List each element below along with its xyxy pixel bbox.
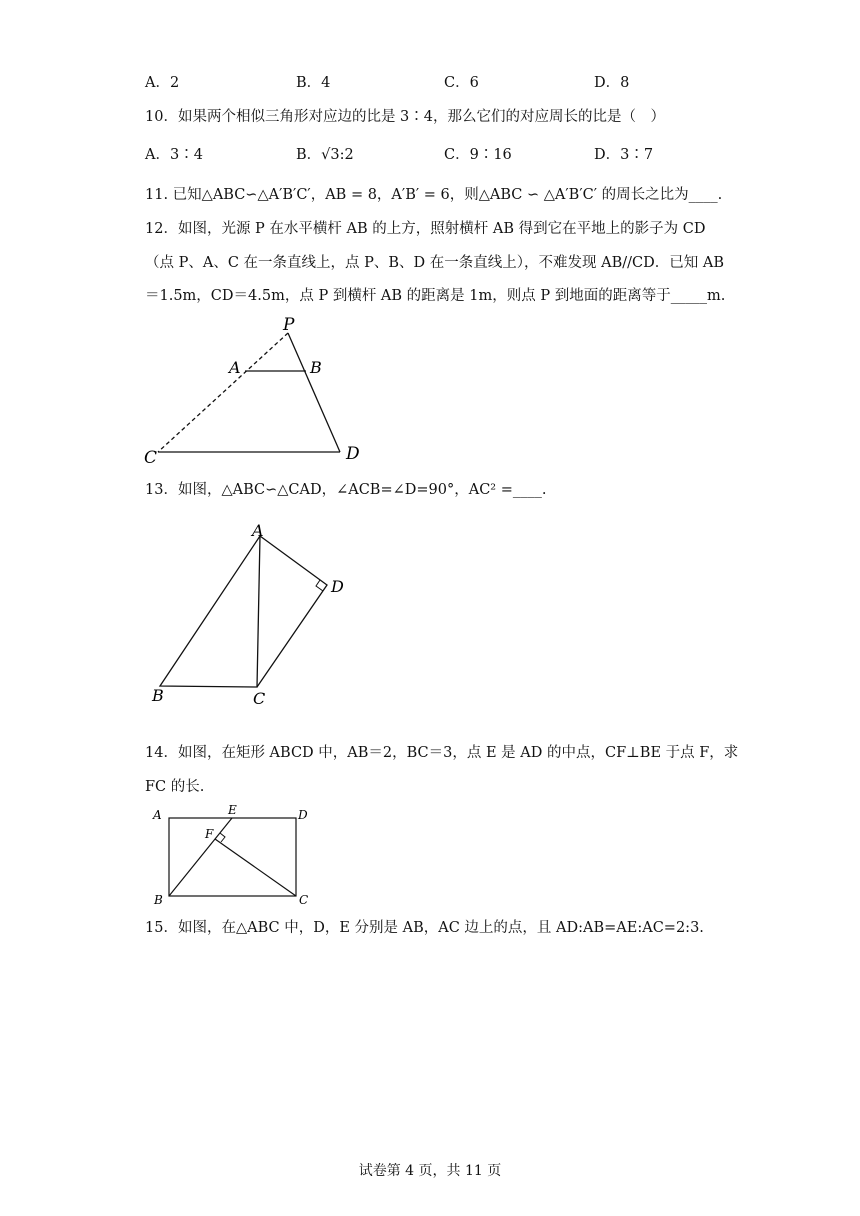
q14-line1: 14．如图，在矩形 ABCD 中，AB＝2，BC＝3，点 E 是 AD 的中点，CF⊥BE 于点 F，求 [145, 745, 739, 761]
q14-line2: FC 的长. [145, 779, 205, 795]
q15-text: 15．如图，在△ABC 中，D，E 分别是 AB，AC 边上的点，且 AD:AB=AE:AC=2:3. [145, 920, 704, 936]
q12-figure [140, 312, 380, 467]
q14-label-c: C [299, 893, 309, 907]
q9-option-d: D．8 [594, 75, 630, 91]
q12-label-p: P [283, 315, 295, 335]
q14-rectangle [169, 818, 296, 896]
q14-right-angle-mark [220, 833, 225, 842]
q14-label-f: F [205, 827, 214, 841]
q10-option-c: C．9∶16 [444, 147, 512, 163]
q14-label-b: B [154, 893, 163, 907]
q12-line1: 12．如图，光源 P 在水平横杆 AB 的上方，照射横杆 AB 得到它在平地上的影子为 CD [145, 221, 706, 237]
q13-label-b: B [152, 686, 164, 705]
q14-label-d: D [298, 808, 308, 822]
q14-line-cf [215, 839, 296, 896]
q13-figure [140, 518, 360, 713]
q12-line2: （点 P、A、C 在一条直线上，点 P、B、D 在一条直线上），不难发现 AB//CD．已知 AB [145, 255, 725, 271]
q11-text: 11. 已知△ABC∽△A′B′C′，AB = 8，A′B′ = 6，则△ABC ∽ △A′B′C′ 的周长之比为____. [145, 187, 723, 203]
q14-label-e: E [228, 803, 237, 817]
q14-line-be [169, 818, 232, 896]
q13-text: 13．如图，△ABC∽△CAD，∠ACB=∠D=90°，AC² =____. [145, 482, 547, 498]
q10-option-d: D．3∶7 [594, 147, 654, 163]
q13-label-a: A [252, 521, 264, 540]
q10-stem: 10．如果两个相似三角形对应边的比是 3∶4，那么它们的对应周长的比是（ ） [145, 109, 666, 125]
q13-label-d: D [331, 577, 344, 596]
q14-label-a: A [153, 808, 162, 822]
q12-line-pd [288, 333, 340, 452]
q12-label-c: C [144, 448, 158, 467]
q10-option-a: A．3∶4 [145, 147, 203, 163]
q12-label-b: B [310, 358, 322, 377]
q12-label-d: D [346, 444, 360, 464]
q14-figure [145, 802, 320, 907]
q10-option-b: B．√3:2 [296, 147, 354, 163]
q13-triangle-abc [160, 536, 260, 687]
q9-option-b: B．4 [296, 75, 331, 91]
q12-line-pc [158, 333, 288, 452]
q12-line3: ＝1.5m，CD＝4.5m，点 P 到横杆 AB 的距离是 1m，则点 P 到地面的距离等于_____m. [145, 288, 726, 304]
q13-triangle-cad [257, 536, 327, 687]
q13-label-c: C [253, 689, 266, 708]
q12-label-a: A [229, 358, 241, 377]
page-footer: 试卷第 4 页，共 11 页 [358, 1163, 502, 1179]
q9-option-a: A．2 [145, 75, 180, 91]
q9-option-c: C．6 [444, 75, 479, 91]
